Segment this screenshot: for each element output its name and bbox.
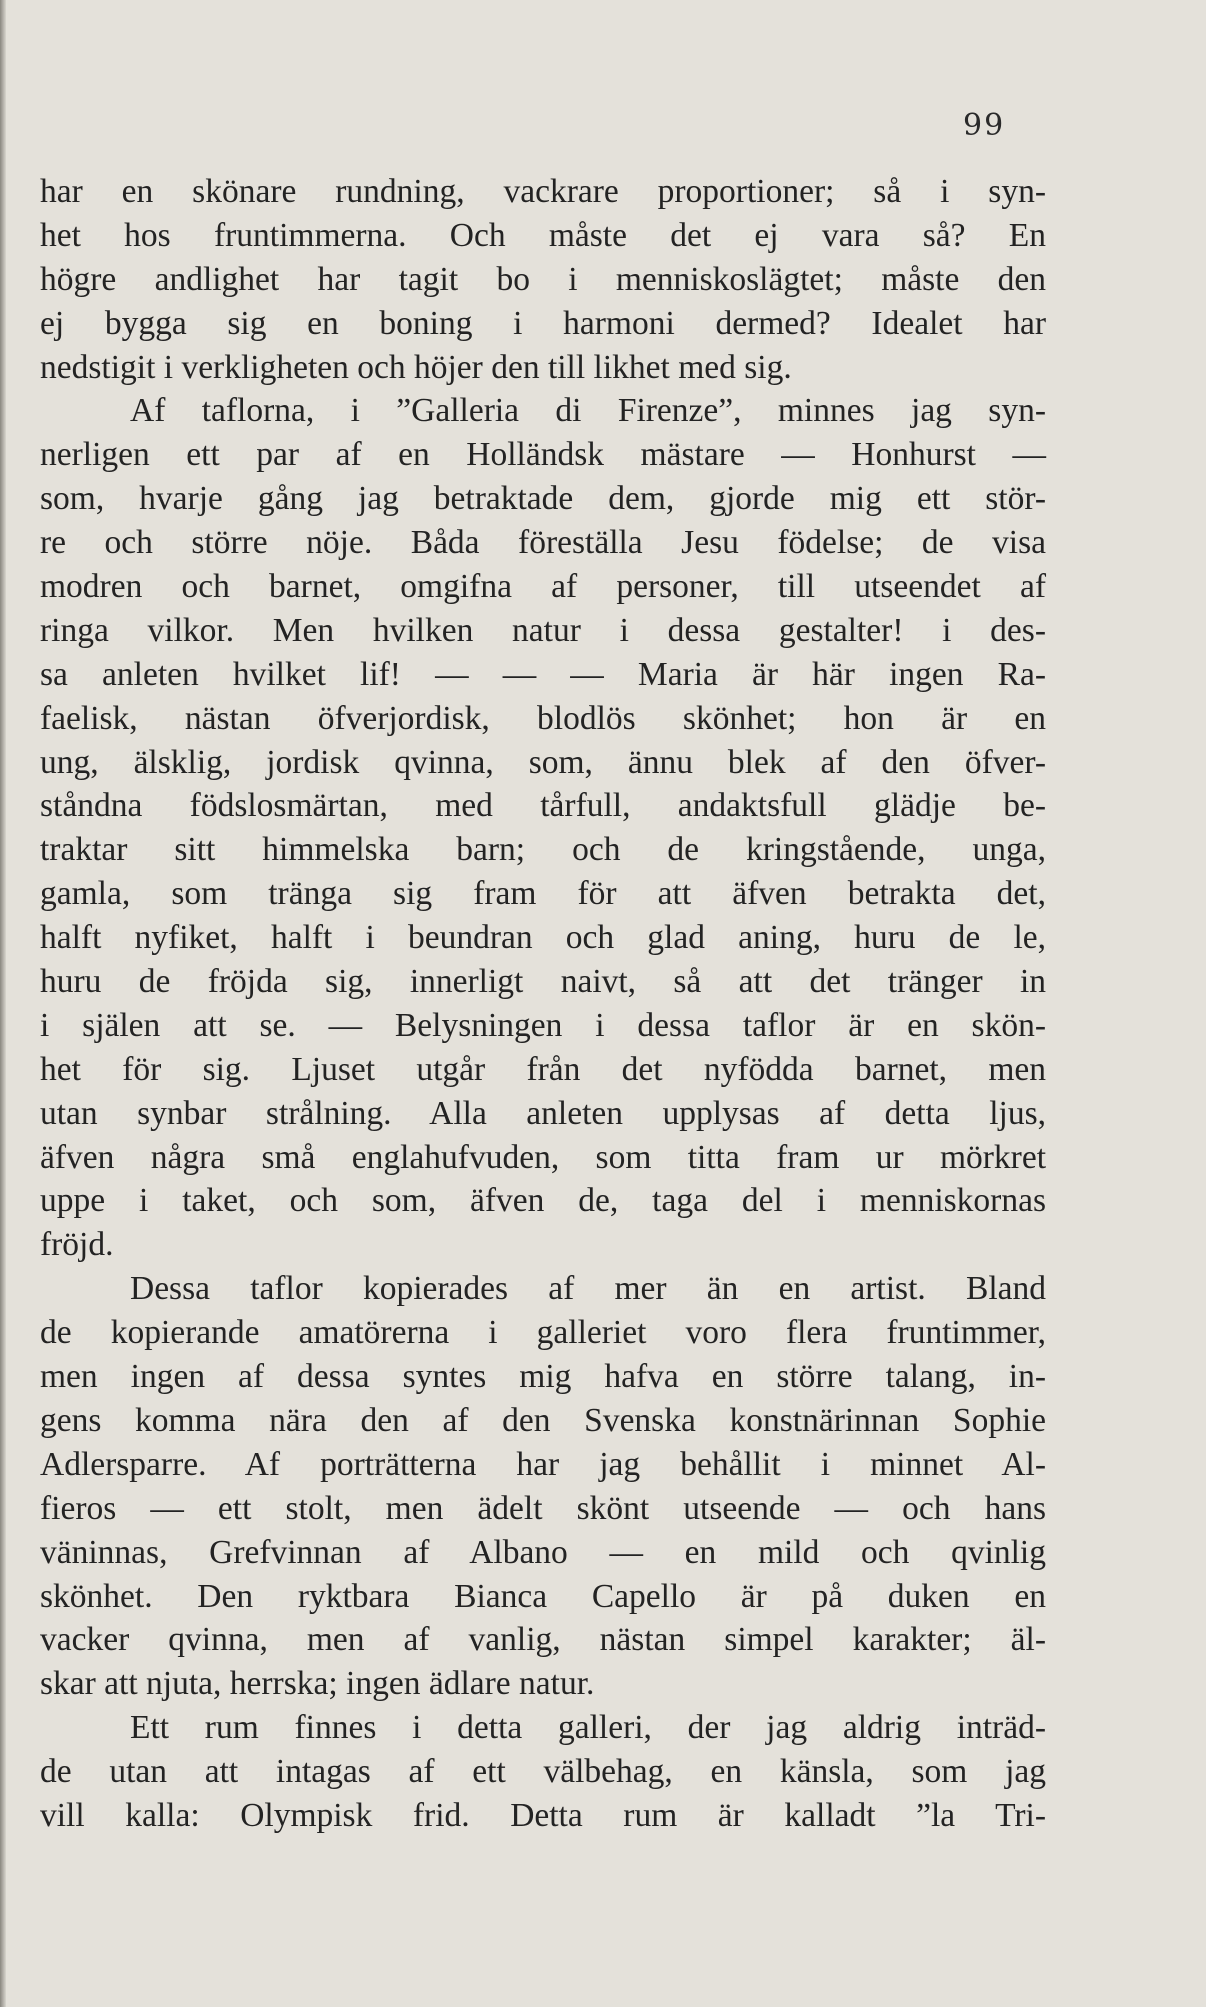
- text-line: som, hvarje gång jag betraktade dem, gjorde mig ett stör-: [40, 480, 1046, 518]
- text-line: Ett rum finnes i detta galleri, der jag aldrig inträd-: [130, 1709, 1046, 1747]
- text-line: Dessa taflor kopierades af mer än en artist. Bland: [130, 1270, 1046, 1308]
- text-line: vill kalla: Olympisk frid. Detta rum är kalladt ”la Tri-: [40, 1796, 1046, 1834]
- text-line: ung, älsklig, jordisk qvinna, som, ännu blek af den öfver-: [40, 743, 1046, 781]
- text-line: nerligen ett par af en Holländsk mästare — Honhurst —: [40, 436, 1046, 474]
- text-line: modren och barnet, omgifna af personer, till utseendet af: [40, 568, 1046, 606]
- body-text: [40, 170, 1046, 1838]
- text-line: traktar sitt himmelska barn; och de kringstående, unga,: [40, 831, 1046, 869]
- text-line: de kopierande amatörerna i galleriet voro flera fruntimmer,: [40, 1314, 1046, 1352]
- text-line: ståndna födslosmärtan, med tårfull, andaktsfull glädje be-: [40, 787, 1046, 825]
- text-line: halft nyfiket, halft i beundran och glad aning, huru de le,: [40, 919, 1046, 957]
- text-line: re och större nöje. Båda föreställa Jesu födelse; de visa: [40, 524, 1046, 562]
- page-binding-edge: [0, 0, 6, 2007]
- text-line: skar att njuta, herrska; ingen ädlare natur.: [40, 1665, 595, 1703]
- text-line: utan synbar strålning. Alla anleten upplysas af detta ljus,: [40, 1094, 1046, 1132]
- text-line: nedstigit i verkligheten och höjer den till likhet med sig.: [40, 348, 792, 386]
- text-line: gamla, som tränga sig fram för att äfven betrakta det,: [40, 875, 1046, 913]
- text-line: uppe i taket, och som, äfven de, taga del i menniskornas: [40, 1182, 1046, 1220]
- page-number: 99: [963, 108, 1006, 143]
- text-line: i själen att se. — Belysningen i dessa taflor är en skön-: [40, 1006, 1046, 1044]
- text-line: vacker qvinna, men af vanlig, nästan simpel karakter; äl-: [40, 1621, 1046, 1659]
- text-line: väninnas, Grefvinnan af Albano — en mild och qvinlig: [40, 1533, 1046, 1571]
- text-line: Adlersparre. Af porträtterna har jag behållit i minnet Al-: [40, 1445, 1046, 1483]
- text-line: äfven några små englahufvuden, som titta fram ur mörkret: [40, 1138, 1046, 1176]
- text-line: gens komma nära den af den Svenska konstnärinnan Sophie: [40, 1401, 1046, 1439]
- text-line: fieros — ett stolt, men ädelt skönt utseende — och hans: [40, 1489, 1046, 1527]
- text-line: het hos fruntimmerna. Och måste det ej vara så? En: [40, 216, 1046, 254]
- text-line: skönhet. Den ryktbara Bianca Capello är på duken en: [40, 1577, 1046, 1615]
- text-line: men ingen af dessa syntes mig hafva en större talang, in-: [40, 1358, 1046, 1396]
- text-line: Af taflorna, i ”Galleria di Firenze”, minnes jag syn-: [130, 392, 1046, 430]
- text-line: sa anleten hvilket lif! — — — Maria är här ingen Ra-: [40, 655, 1046, 693]
- text-line: högre andlighet har tagit bo i menniskoslägtet; måste den: [40, 260, 1046, 298]
- text-line: het för sig. Ljuset utgår från det nyfödda barnet, men: [40, 1050, 1046, 1088]
- text-line: de utan att intagas af ett välbehag, en känsla, som jag: [40, 1753, 1046, 1791]
- text-line: faelisk, nästan öfverjordisk, blodlös skönhet; hon är en: [40, 699, 1046, 737]
- text-line: huru de fröjda sig, innerligt naivt, så att det tränger in: [40, 963, 1046, 1001]
- text-line: har en skönare rundning, vackrare proportioner; så i syn-: [40, 173, 1046, 210]
- text-line: ej bygga sig en boning i harmoni dermed? Idealet har: [40, 304, 1046, 342]
- text-line: ringa vilkor. Men hvilken natur i dessa gestalter! i des-: [40, 611, 1046, 649]
- text-line: fröjd.: [40, 1226, 114, 1264]
